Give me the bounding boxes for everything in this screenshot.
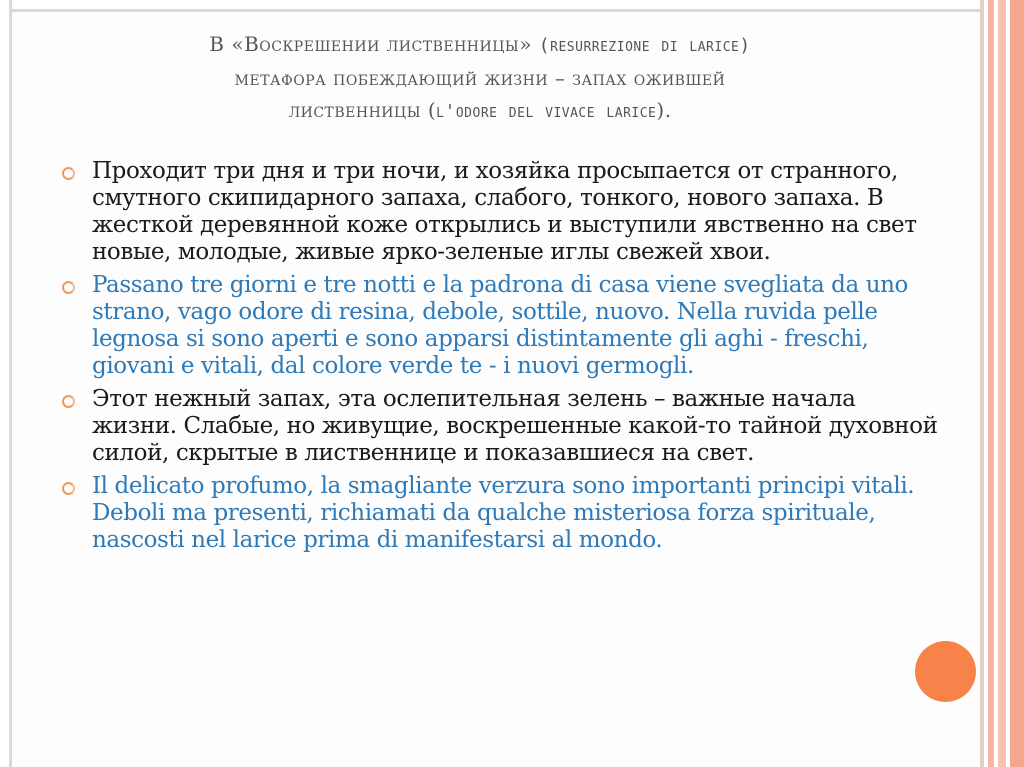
bullet-item-it-1	[62, 272, 942, 380]
bullet-item-it-2	[62, 473, 942, 554]
right-decorative-stripes	[980, 0, 1024, 767]
orange-circle-icon	[915, 641, 976, 702]
bullet-item-ru-1	[62, 158, 942, 266]
bullet-text: Этот нежный запах, эта ослепительная зелень – важные начала жизни. Слабые, но живущие, воскрешенные какой-то тайной духовной силой, скрытые в лиственнице и показавшиеся на свет.	[92, 386, 938, 466]
bullet-text: Il delicato profumo, la smagliante verzura sono importanti principi vitali. Deboli ma presenti, richiamati da qualche misteriosa forza spirituale, nascosti nel larice prima di manifestarsi al mondo.	[92, 473, 915, 553]
title-line-1	[80, 28, 880, 62]
bullet-text: Passano tre giorni e tre notti e la padrona di casa viene svegliata da uno strano, vago odore di resina, debole, sottile, nuovo. Nella ruvida pelle legnosa si sono aperti e sono apparsi distintamente gli aghi - freschi, giovani e vitali, dal colore verde te - i nuovi germogli.	[92, 272, 908, 379]
title-line-3	[80, 94, 880, 128]
title-line-2: метафора побеждающий жизни – запах ожившей	[234, 66, 726, 90]
circle-ring-icon	[62, 482, 75, 495]
bullet-list	[62, 158, 942, 560]
title-line-3-italian: l'odore del vivace larice	[436, 101, 657, 122]
circle-ring-icon	[62, 395, 75, 408]
slide-title	[80, 28, 880, 128]
circle-ring-icon	[62, 167, 75, 180]
circle-ring-icon	[62, 281, 75, 294]
title-line-1-russian: В «Воскрешении лиственницы»	[209, 32, 532, 56]
title-line-1-italian: (resurrezione di larice)	[538, 35, 751, 56]
bullet-text: Проходит три дня и три ночи, и хозяйка просыпается от странного, смутного скипидарного запаха, слабого, тонкого, нового запаха. В жесткой деревянной коже открылись и выступили явственно на свет новые, молодые, живые ярко-зеленые иглы свежей хвои.	[92, 158, 917, 265]
title-line-3-end: ).	[656, 98, 672, 122]
title-line-3-russian: лиственницы (	[288, 98, 437, 122]
top-border-line	[9, 0, 984, 12]
bullet-item-ru-2	[62, 386, 942, 467]
